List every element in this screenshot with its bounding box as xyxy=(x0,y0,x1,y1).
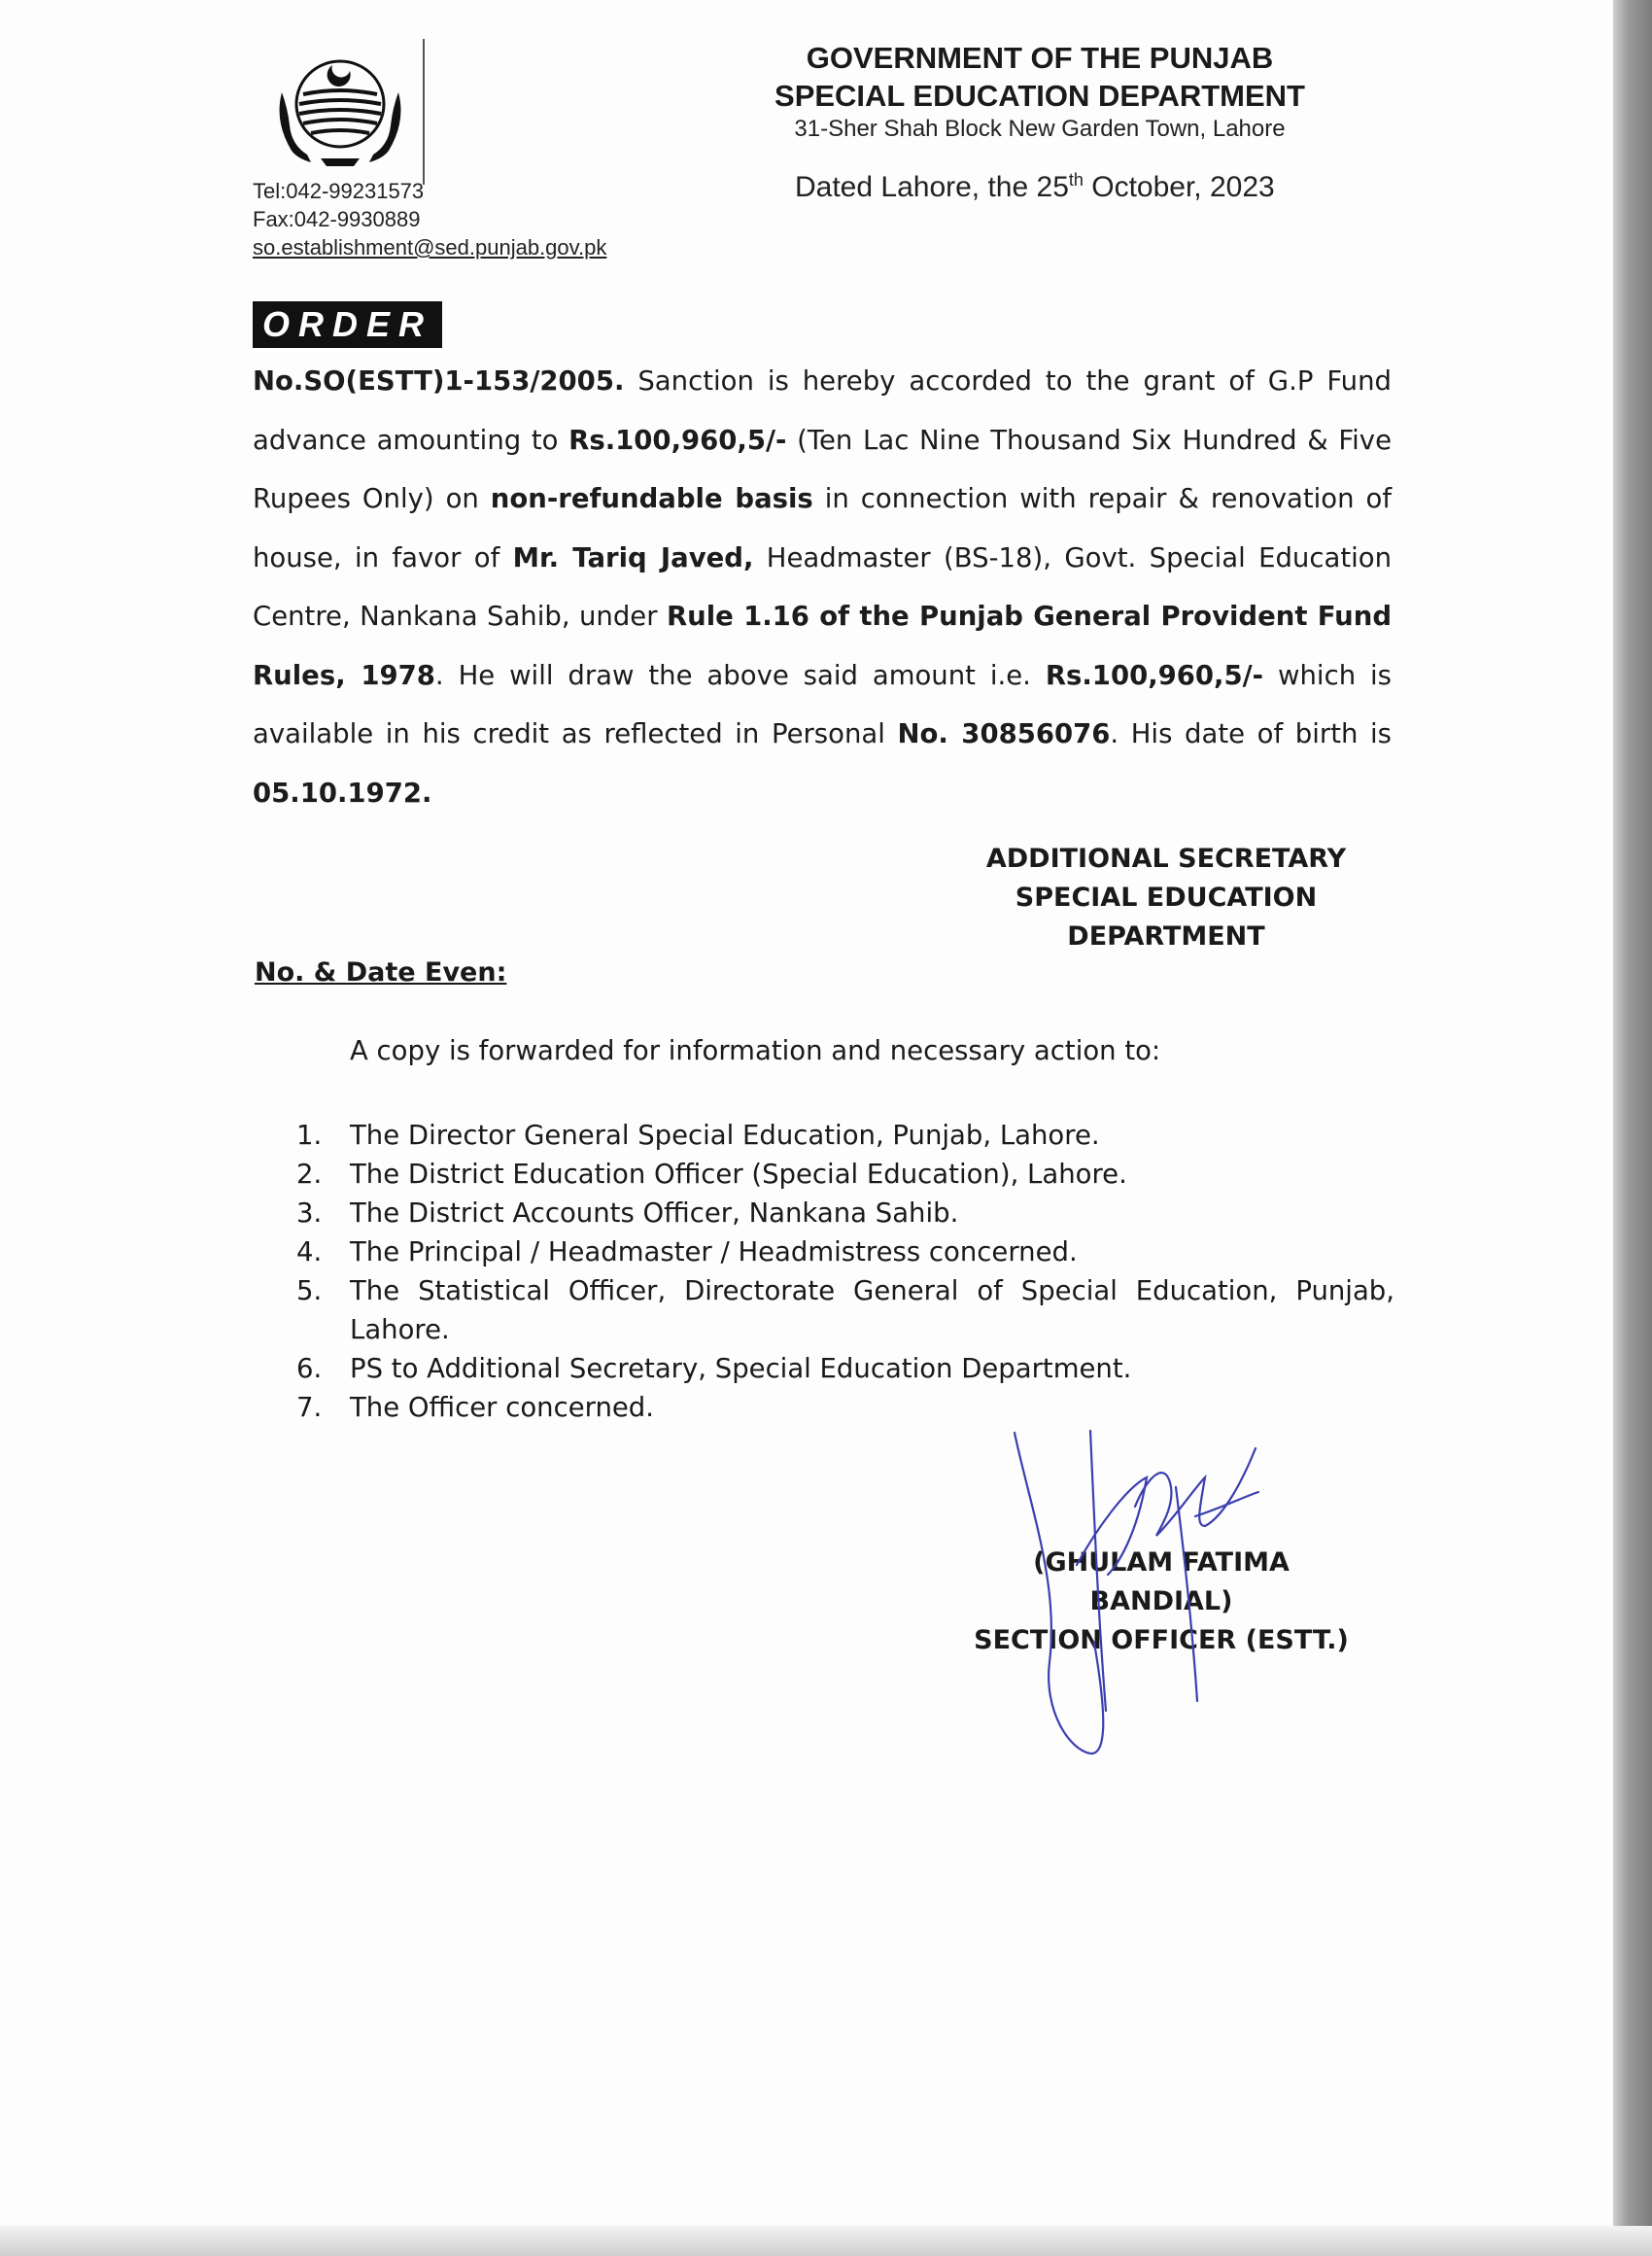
list-item: 1. The Director General Special Education, Punjab, Lahore. xyxy=(296,1120,1100,1151)
contact-block xyxy=(253,177,606,261)
department-title: SPECIAL EDUCATION DEPARTMENT xyxy=(774,79,1305,113)
personal-number: No. 30856076 xyxy=(897,718,1111,749)
scan-edge xyxy=(1613,0,1652,2256)
handwritten-signature xyxy=(1001,1419,1292,1769)
email-link[interactable]: so.establishment@sed.punjab.gov.pk xyxy=(253,235,607,260)
list-item: 2. The District Education Officer (Special Education), Lahore. xyxy=(296,1159,1127,1190)
list-item: 7. The Officer concerned. xyxy=(296,1392,654,1423)
department-address: 31-Sher Shah Block New Garden Town, Lahore xyxy=(794,116,1286,142)
punjab-government-emblem-icon xyxy=(262,44,418,170)
fax: Fax:042-9930889 xyxy=(253,207,421,231)
advance-amount-repeat: Rs.100,960,5/- xyxy=(1045,659,1264,691)
government-title: GOVERNMENT OF THE PUNJAB xyxy=(806,41,1274,75)
header-divider xyxy=(423,39,425,185)
endorsement-heading: No. & Date Even: xyxy=(255,957,507,988)
telephone: Tel:042-99231573 xyxy=(253,179,425,203)
dated-line: Dated Lahore, the 25th October, 2023 xyxy=(795,170,1275,203)
beneficiary-name: Mr. Tariq Javed, xyxy=(512,541,754,573)
signatory-title: SECTION OFFICER (ESTT.) xyxy=(974,1625,1349,1655)
order-title: ORDER xyxy=(253,301,442,348)
list-item: 3. The District Accounts Officer, Nankana Sahib. xyxy=(296,1197,959,1229)
list-item: 6. PS to Additional Secretary, Special Education Department. xyxy=(296,1353,1132,1384)
advance-amount: Rs.100,960,5/- xyxy=(568,424,787,456)
endorsement-intro: A copy is forwarded for information and necessary action to: xyxy=(350,1035,1161,1066)
order-reference: No.SO(ESTT)1-153/2005. xyxy=(253,365,625,397)
additional-secretary-block: ADDITIONAL SECRETARY SPECIAL EDUCATION DEPARTMENT xyxy=(985,844,1347,952)
distribution-list xyxy=(296,1116,1394,1427)
list-item: 4. The Principal / Headmaster / Headmistress concerned. xyxy=(296,1236,1078,1267)
date-of-birth: 05.10.1972. xyxy=(253,777,432,809)
order-paragraph: No.SO(ESTT)1-153/2005. Sanction is hereby accorded to the grant of G.P Fund advance amounting to Rs.100,960,5/- (Ten Lac Nine Thousand Six Hundred & Five Rupees Only) on non-refundable basis in connection with repair & renovation of house, in favor of Mr. Tariq Javed, Headmaster (BS-18), Govt. Special Education Centre, Nankana Sahib, under Rule 1.16 of the Punjab General Provident Fund Rules, 1978. He will draw the above said amount i.e. Rs.100,960,5/- which is available in his credit as reflected in Personal No. 30856076. His date of birth is 05.10.1972. xyxy=(253,365,1393,809)
scan-edge-bottom xyxy=(0,2226,1652,2256)
list-item: 5. The Statistical Officer, Directorate General of Special Education, Punjab, Lahore. xyxy=(296,1275,1394,1345)
basis: non-refundable basis xyxy=(490,483,813,514)
letterhead xyxy=(729,39,1351,144)
rule-reference: Rule 1.16 of the Punjab General Provident Fund Rules, 1978 xyxy=(253,601,1393,691)
signatory-name: (GHULAM FATIMA BANDIAL) xyxy=(1033,1547,1290,1616)
